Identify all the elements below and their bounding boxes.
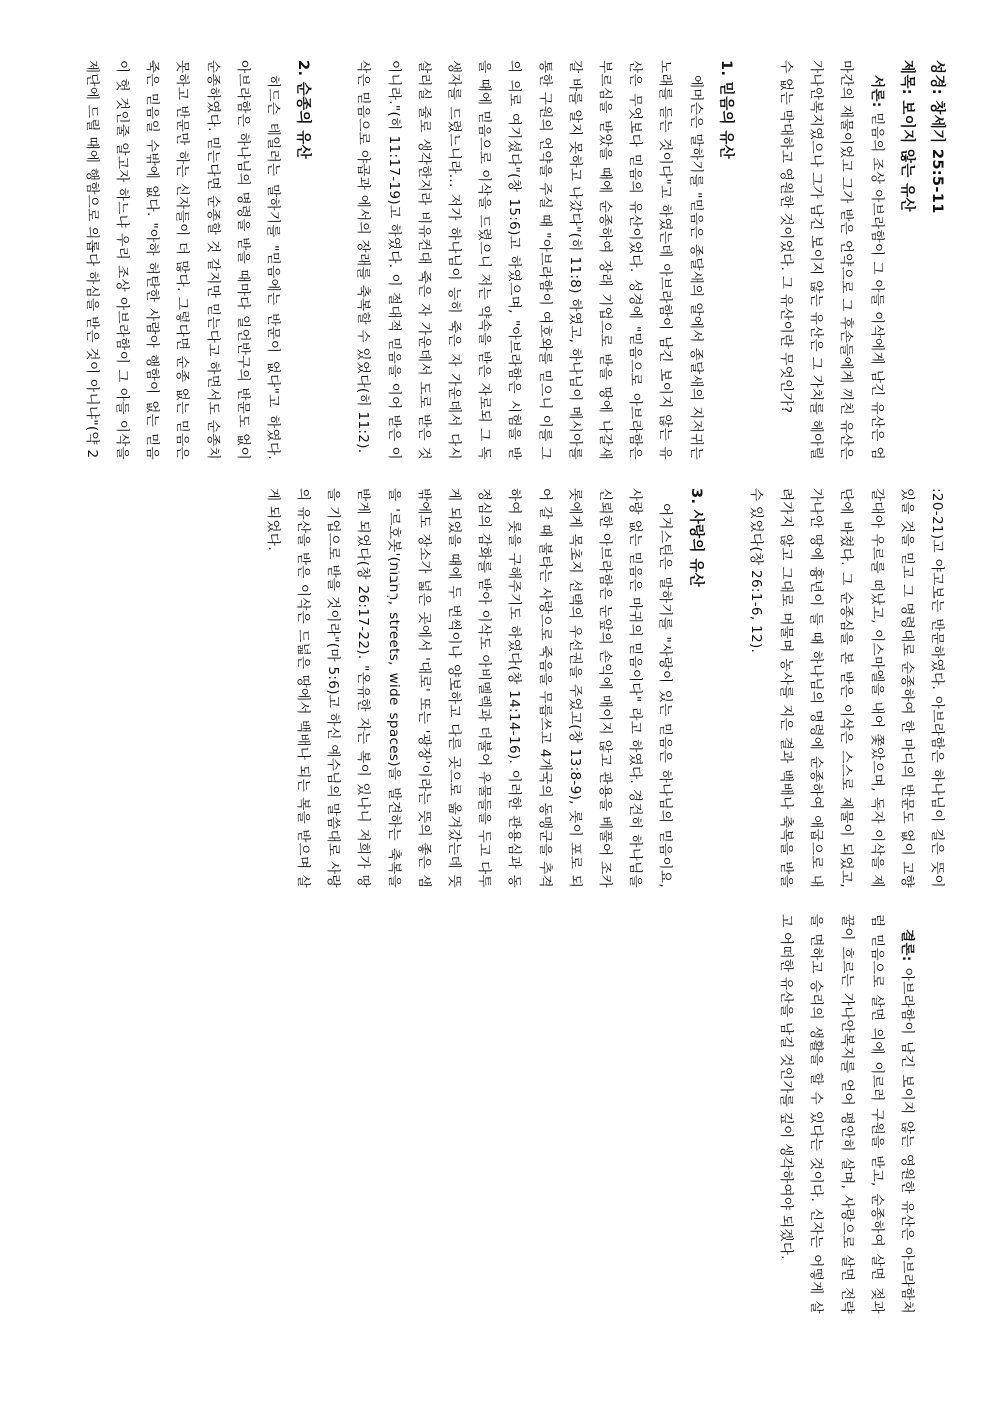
column-3 bbox=[771, 914, 952, 1314]
intro-text: 믿음의 조상 아브라함이 그 아들 이삭에게 남긴 유산은 엄마간의 재물이었고 그가 받은 언약으로 그 후손들에게 끼친 유산은 가나안복지였으나 그가 남긴 보이지 않는 유산은 그 가치를 헤아릴 수 없는 막대하고 영원한 것이었다. 그 유산이란 무엇인가? bbox=[777, 60, 885, 460]
section1-paragraph: 에머슨은 말하기를 "믿음은 종달새의 알에서 종달새의 지저귀는 노래를 듣는 것이다"고 하였는데 아브라함이 남긴 보이지 않는 유산은 무엇보다 믿음의 유산이었다. 성경에 "믿음으로 아브라함은 부르심을 받았을 때에 순종하여 장래 기업으로 받을 땅에 나갈새 갈 바를 알지 못하고 나갔다"(히 11:8) 하였고, 하나님이 메시아를 통한 구원의 언약을 주실 때 "아브라함이 여호와를 믿으니 이를 그의 의로 여기셨다"(창 15:6)고 하였으며, "아브라함은 시험을 받을 때에 믿음으로 이삭을 드렸으니 저는 약속을 받은 자로되 그 독생자를 드렸느니라... 저가 하나님이 능히 죽은 자 가운데서 다시 살리실 줄로 생각한지라 비유컨대 죽은 자 가운데서 도로 받은 것이니라."(히 11:17-19)고 하였다. 이 절대적 믿음을 이어 받은 이삭은 믿음으로 야곱과 에서의 장래를 축복할 수 있었다(히 11:2). bbox=[355, 60, 704, 460]
section1-heading: 1. 믿음의 유산 bbox=[717, 60, 735, 160]
scripture-reference: 성경: 창세기 25:5-11 bbox=[929, 60, 946, 214]
intro-paragraph bbox=[771, 60, 892, 460]
conclusion-text: 아브라함이 남긴 보이지 않는 영원한 유산은 아브라함처럼 믿음으로 살면 의에 이르러 구원을 받고, 순종하여 살면 젖과 꿀이 흐르는 가나안복지를 얻어 평안히 살며, 사랑으로 살면 전략을 면하고 승리의 생활을 할 수 있다는 것이다. 신자는 어떻게 살고 어떠한 유산을 남길 것인가를 깊이 생각하여야 되겠다. bbox=[778, 914, 915, 1314]
column-2 bbox=[258, 488, 952, 888]
section3-paragraph: 어거스틴은 말하기를 "사랑이 있는 믿음은 하나님의 믿음이요, 사랑 없는 믿음은 마귀의 믿음이다" 라고 하였다. 경건히 하나님을 신뢰한 아브라함은 눈앞의 손익에 매이지 않고 관용을 베풀어 조카 롯에게 목초지 선택의 우선권을 주었고(창 13:8-9), 롯이 포로 되어 갈 때 불타는 사랑으로 죽음을 무릅쓰고 4개국의 동맹군을 추격하여 롯을 구해주기도 하였다(창 14:14-16). 이러한 관용심과 동정심의 감화를 받아 이삭도 아비멜렉과 더불어 우물들을 두고 다투게 되었을 때에 두 번씩이나 양보하고 다른 곳으로 옮겨갔는데 뜻밖에도 장소가 넓은 곳에서 '대로' 또는 '광장'이라는 뜻의 좋은 샘을 '르호봇'(רְחֹבוֹת, streets, wide spaces)을 발견하는 축복을 받게 되었다(창 26:17-22). "온유한 자는 복이 있나니 저희가 땅을 기업으로 받을 것이라"(마 5:6)고 하신 예수님의 말씀대로 사랑의 유산을 받은 이삭은 드넓은 땅에서 백배나 되는 복을 받으며 살게 되었다. bbox=[264, 488, 674, 888]
section2-paragraph: 히드슨 테일러는 말하기를 "믿음에는 반문이 없다"고 하였다. 아브라함은 하나님의 명령을 받을 때마다 일언반구의 반문도 없이 순종하였다. 믿는다면 순종할 것 같지만 믿는다고 하면서도 순종치 못하고 반문만 하는 신자들이 더 많다. 그렇다면 순종 없는 믿음은 죽은 믿음일 수밖에 없다. "아하 허탄한 사람아 행함이 없는 믿음이 헛 것인줄 알고자 하느냐 우리 조상 아브라함이 그 아들 이삭을 제단에 드릴 때에 행함으로 의롭다 하심을 받은 것이 아니냐"(약 2 bbox=[83, 60, 281, 460]
sermon-title: 제목: 보이지 않는 유산 bbox=[898, 60, 916, 212]
section2-heading: 2. 순종의 유산 bbox=[295, 60, 313, 160]
conclusion-paragraph bbox=[771, 914, 922, 1314]
column-1 bbox=[77, 60, 952, 460]
conclusion-label: 결론: bbox=[899, 928, 915, 962]
section3-heading: 3. 사랑의 유산 bbox=[687, 488, 705, 588]
intro-label: 서론: bbox=[868, 74, 885, 108]
section2-paragraph-cont: :20-21)고 야고보는 반문하였다. 아브라함은 하나님이 길은 뜻이 있을 것을 믿고 그 명령대로 순종하여 한 마디의 반문도 없이 고향 갈대아 우르를 떠났고, 이스마엘을 내어 쫓았으며, 독자 이삭을 제단에 바쳤다. 그 순종심을 본 받은 이삭은 스스로 제물이 되었고, 가나안 땅에 흉년이 들 때 하나님의 명령에 순종하여 애굽으로 내려가지 않고 그대로 머물며 농사를 지은 결과 백배나 축복을 받을 수 있었다(창 26:1-6, 12). bbox=[747, 488, 945, 888]
